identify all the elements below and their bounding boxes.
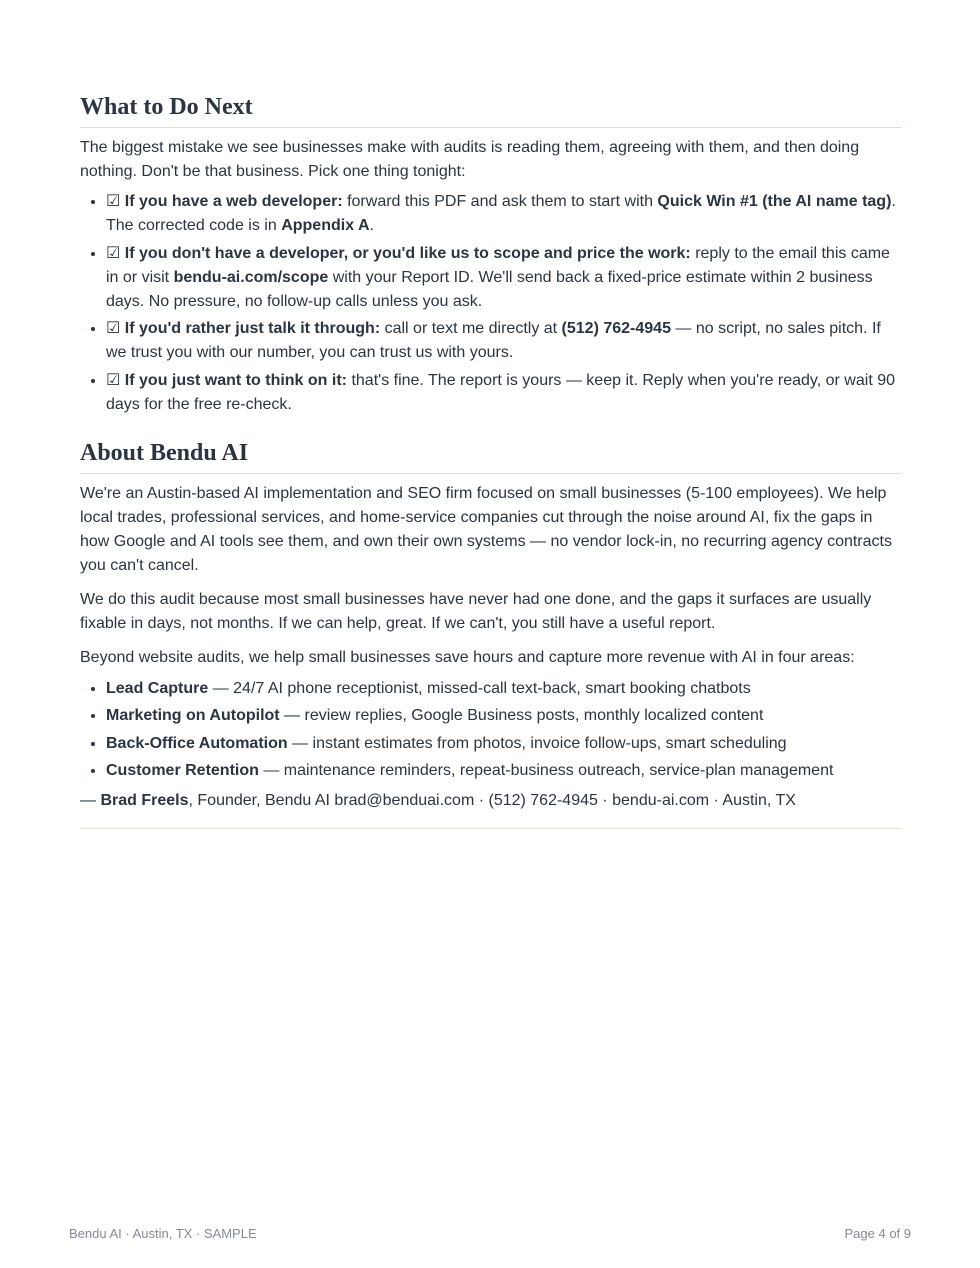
- service-item: [106, 677, 902, 701]
- step-text: with your Report ID. We'll send back a fixed-price estimate within 2 business days. No pressure, no follow-up calls unless you ask.: [106, 268, 873, 310]
- step-text: forward this PDF and ask them to start with: [342, 193, 658, 210]
- checkbox-icon: ☑: [106, 371, 121, 389]
- signature-details: , Founder, Bendu AI brad@benduai.com · (512) 762-4945 · bendu-ai.com · Austin, TX: [188, 792, 796, 809]
- step-text: that's fine. The report is yours — keep it. Reply when you're ready, or wait 90 days for the free re-check.: [106, 371, 895, 413]
- step-lead: If you don't have a developer, or you'd like us to scope and price the work:: [124, 244, 691, 262]
- step-text: — no script, no sales pitch. If we trust you with our number, you can trust us with yours.: [106, 320, 881, 361]
- signature-line: [80, 789, 902, 813]
- service-name: Marketing on Autopilot: [106, 707, 280, 724]
- scope-link: bendu-ai.com/scope: [173, 268, 329, 286]
- page-number: Page 4 of 9: [844, 1226, 911, 1241]
- next-step-item: [106, 242, 902, 314]
- step-emphasis: Appendix A: [281, 217, 370, 234]
- service-item: [106, 759, 902, 783]
- next-step-item: [106, 190, 902, 238]
- footer-left: Bendu AI · Austin, TX · SAMPLE: [69, 1226, 257, 1241]
- phone-number: (512) 762-4945: [561, 320, 671, 337]
- signature-dash: —: [80, 792, 101, 809]
- step-lead: If you just want to think on it:: [124, 371, 347, 389]
- next-step-item: [106, 369, 902, 417]
- service-desc: — maintenance reminders, repeat-business outreach, service-plan management: [258, 762, 834, 779]
- checkbox-icon: ☑: [106, 193, 121, 210]
- service-desc: — instant estimates from photos, invoice follow-ups, smart scheduling: [287, 734, 787, 752]
- service-desc: — 24/7 AI phone receptionist, missed-call text-back, smart booking chatbots: [208, 679, 751, 697]
- signature-name: Brad Freels: [100, 792, 189, 809]
- service-name: Lead Capture: [106, 679, 209, 697]
- checkbox-icon: ☑: [106, 320, 121, 337]
- step-text: call or text me directly at: [380, 320, 562, 337]
- next-steps-list: [80, 190, 902, 417]
- about-paragraph-2: We do this audit because most small businesses have never had one done, and the gaps it surfaces are usually fixable in days, not months. If we can help, great. If we can't, you still have a useful report.: [80, 590, 872, 632]
- checkbox-icon: ☑: [106, 244, 121, 262]
- service-name: Back-Office Automation: [106, 734, 288, 752]
- service-item: [106, 732, 902, 756]
- step-text: . The corrected code is in: [106, 193, 896, 234]
- step-lead: If you have a web developer:: [124, 193, 343, 210]
- about-paragraph-1: We're an Austin-based AI implementation and SEO firm focused on small businesses (5-100 employees). We help local trades, professional services, and home-service companies cut through the noise around AI, fix the gaps in how Google and AI tools see them, and own their own systems — no vendor lock-in, no recurring agency contracts you can't cancel.: [80, 484, 892, 574]
- step-emphasis: Quick Win #1 (the AI name tag): [657, 193, 892, 210]
- report-page: [80, 93, 902, 829]
- about-paragraph-3: Beyond website audits, we help small businesses save hours and capture more revenue with AI in four areas:: [80, 648, 855, 666]
- service-item: [106, 704, 902, 728]
- section-heading-about: About Bendu AI: [80, 439, 902, 474]
- section-divider: [80, 828, 902, 829]
- section-heading-next: What to Do Next: [80, 93, 902, 128]
- service-desc: — review replies, Google Business posts, monthly localized content: [279, 707, 764, 724]
- step-text: .: [369, 217, 374, 234]
- step-text: reply to the email this came in or visit: [106, 244, 890, 286]
- service-name: Customer Retention: [106, 762, 259, 779]
- step-lead: If you'd rather just talk it through:: [124, 320, 381, 337]
- next-intro: The biggest mistake we see businesses make with audits is reading them, agreeing with them, and then doing nothing. Don't be that business. Pick one thing tonight:: [80, 139, 860, 180]
- next-step-item: [106, 317, 902, 365]
- services-list: [80, 677, 902, 784]
